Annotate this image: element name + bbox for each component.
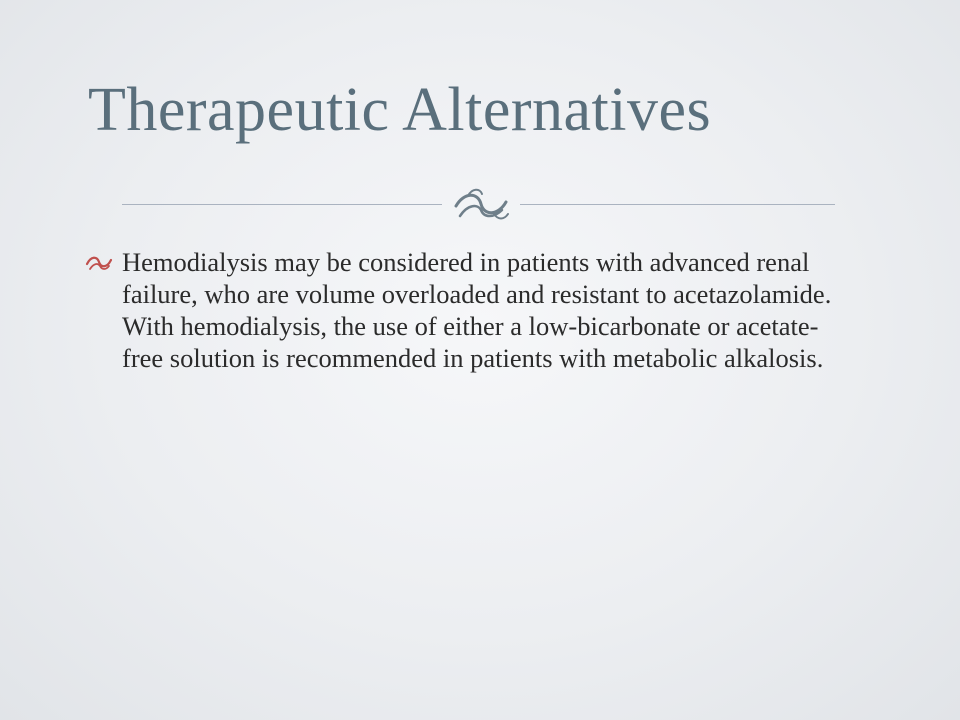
bullet-item [122,246,842,374]
title-divider-left [122,204,442,205]
flourish-bullet-icon [84,252,114,272]
flourish-ornament-icon [448,182,514,226]
bullet-text: Hemodialysis may be considered in patients with advanced renal failure, who are volume overloaded and resistant to acetazolamide. With hemodialysis, the use of either a low-bicarbonate or acetate-free solution is recommended in patients with metabolic alkalosis. [122,247,832,373]
slide-title: Therapeutic Alternatives [88,76,712,144]
title-divider-right [520,204,835,205]
